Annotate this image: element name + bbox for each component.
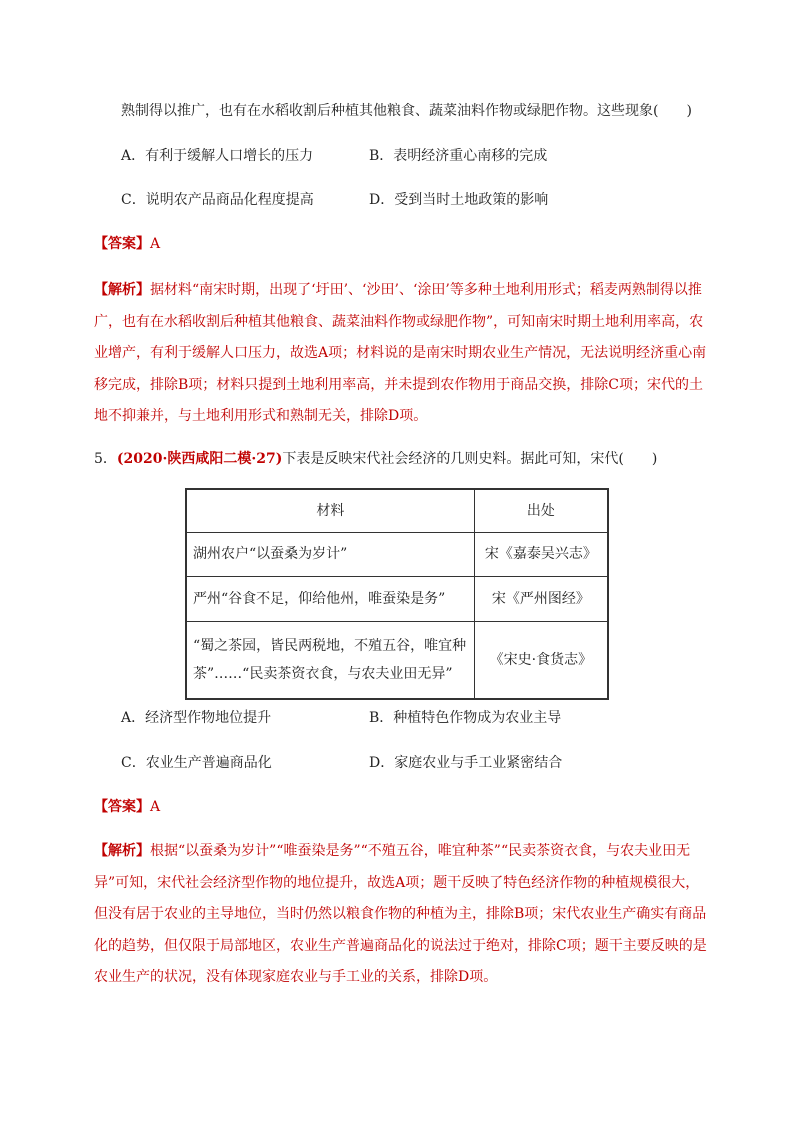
- q4-option-a: A．有利于缓解人口增长的压力: [121, 148, 314, 164]
- table-cell: 宋《严州图经》: [474, 576, 608, 621]
- answer-tag: 【答案】: [94, 236, 150, 252]
- answer-value: A: [150, 236, 161, 252]
- table-cell: 《宋史·食货志》: [474, 621, 608, 699]
- q5-answer: [94, 797, 160, 817]
- q4-option-b: B．表明经济重心南移的完成: [369, 148, 548, 164]
- table-row: [186, 621, 608, 699]
- q5-option-d: D．家庭农业与手工业紧密结合: [369, 755, 563, 771]
- question-text: 下表是反映宋代社会经济的几则史料。据此可知，宋代( ): [282, 451, 658, 467]
- table-cell: 湖州农户“以蚕桑为岁计”: [186, 532, 474, 576]
- q4-option-d: D．受到当时土地政策的影响: [369, 192, 549, 208]
- table-row: [186, 532, 608, 576]
- explain-text: 根据“以蚕桑为岁计”“唯蚕染是务”“不殖五谷，唯宜种茶”“民卖茶资衣食，与农夫业田无异”可知，宋代社会经济型作物的地位提升，故选A项；题干反映了特色经济作物的种植规模很大，但没有居于农业的主导地位，当时仍然以粮食作物的种植为主，排除B项；宋代农业生产确实有商品化的趋势，但仅限于局部地区，农业生产普遍商品化的说法过于绝对，排除C项；题干主要反映的是农业生产的状况，没有体现家庭农业与手工业的关系，排除D项。: [94, 843, 707, 985]
- q4-answer: [94, 234, 160, 254]
- q4-option-c: C．说明农产品商品化程度提高: [121, 192, 314, 208]
- table-row: [186, 576, 608, 621]
- answer-tag: 【答案】: [94, 799, 150, 815]
- question-number: 5．: [94, 451, 117, 467]
- source-table: [185, 488, 609, 700]
- table-header-row: [186, 489, 608, 532]
- answer-value: A: [150, 799, 161, 815]
- explain-tag: 【解析】: [94, 282, 150, 298]
- explain-tag: 【解析】: [94, 843, 150, 859]
- q5-option-c: C．农业生产普遍商品化: [121, 755, 272, 771]
- q4-explanation: [94, 275, 710, 433]
- q5-option-a: A．经济型作物地位提升: [121, 710, 272, 726]
- explain-text: 据材料“南宋时期，出现了‘圩田’、‘沙田’、‘涂田’等多种土地利用形式；稻麦两熟制得以推广，也有在水稻收割后种植其他粮食、蔬菜油料作物或绿肥作物”，可知南宋时期土地利用率高，农业增产，有利于缓解人口压力，故选A项；材料说的是南宋时期农业生产情况，无法说明经济重心南移完成，排除B项；材料只提到土地利用率高，并未提到农作物用于商品交换，排除C项；宋代的土地不抑兼并，与土地利用形式和熟制无关，排除D项。: [94, 282, 707, 424]
- table-cell: “蜀之茶园，皆民两税地，不殖五谷，唯宜种茶”……“民卖茶资衣食，与农夫业田无异”: [186, 621, 474, 699]
- table-header: 出处: [474, 489, 608, 532]
- table-header: 材料: [186, 489, 474, 532]
- q5-option-b: B．种植特色作物成为农业主导: [369, 710, 562, 726]
- q5-stem: [94, 449, 657, 469]
- q5-explanation: [94, 836, 710, 994]
- q4-stem-tail: 熟制得以推广，也有在水稻收割后种植其他粮食、蔬菜油料作物或绿肥作物。这些现象( ): [121, 103, 692, 119]
- table-cell: 严州“谷食不足，仰给他州，唯蚕染是务”: [186, 576, 474, 621]
- question-source: (2020·陕西咸阳二模·27): [116, 451, 283, 467]
- table-cell: 宋《嘉泰吴兴志》: [474, 532, 608, 576]
